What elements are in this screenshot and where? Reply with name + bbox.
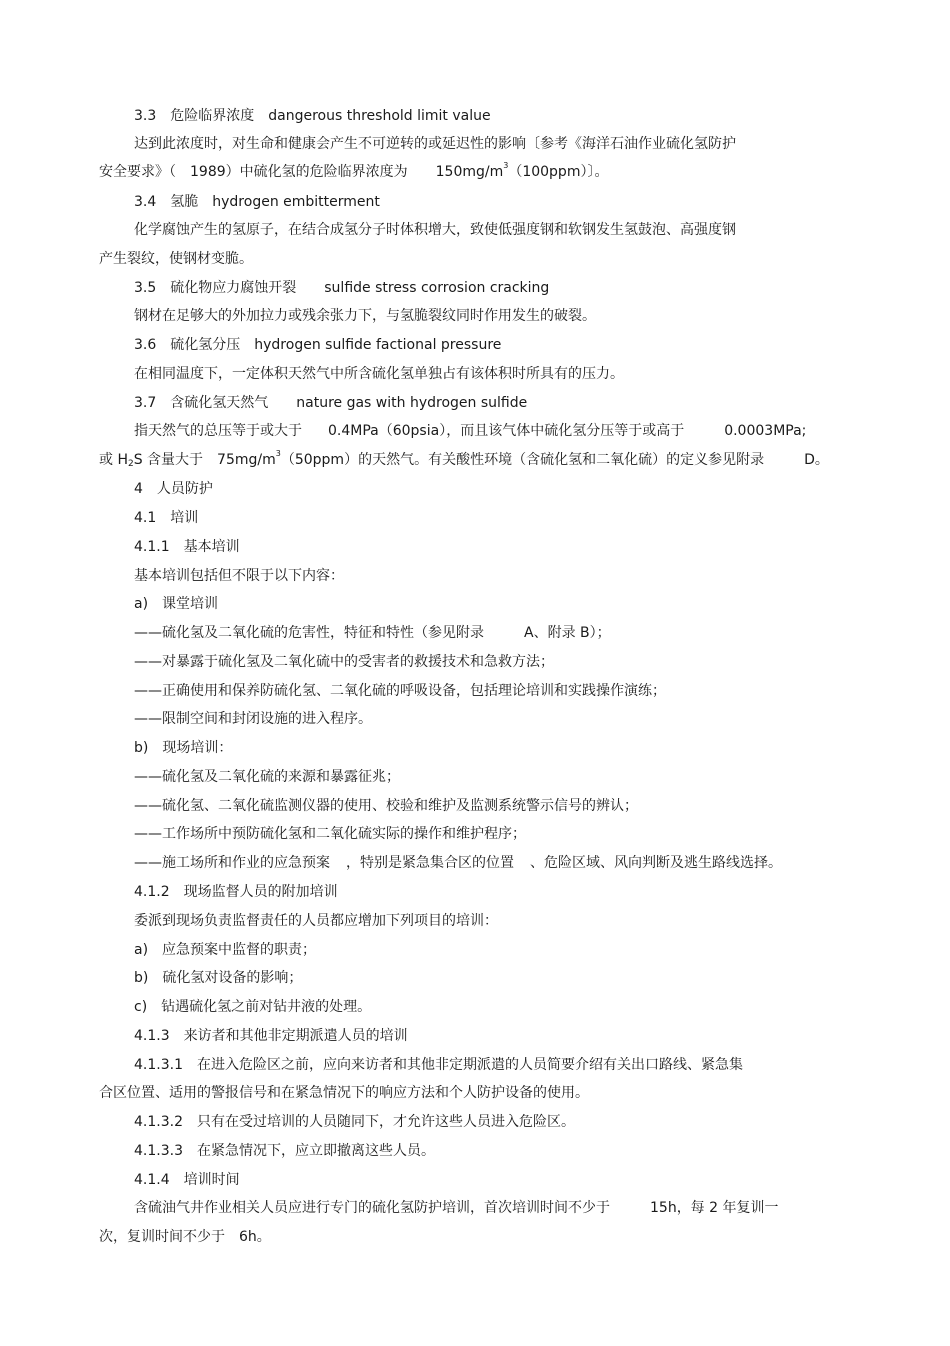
list-item	[134, 996, 854, 1018]
text-span: a) 课堂培训	[134, 596, 219, 612]
paragraph-line	[134, 420, 854, 442]
superscript: 3	[503, 161, 509, 170]
list-item	[134, 708, 854, 730]
text-span: ——施工场所和作业的应急预案	[134, 855, 330, 871]
section-heading-4	[134, 478, 854, 500]
paragraph-line	[99, 1226, 859, 1248]
section-heading-3-4	[134, 191, 854, 213]
text-span: 4.1.3.1 在进入危险区之前，应向来访者和其他非定期派遣的人员简要介绍有关出口路线、紧急集	[134, 1057, 743, 1073]
text-span: 达到此浓度时，对生命和健康会产生不可逆转的或延迟性的影响〔参考《海洋石油作业硫化氢防护	[134, 136, 736, 152]
text-span: 指天然气的总压等于或大于	[134, 423, 302, 439]
paragraph-line	[134, 219, 854, 241]
paragraph-line	[134, 1054, 854, 1076]
text-span: 或 H	[99, 452, 128, 468]
list-item	[134, 823, 854, 845]
text-span: 3.5 硫化物应力腐蚀开裂 sulfide stress corrosion cracking	[134, 280, 550, 296]
text-span: 4.1.1 基本培训	[134, 539, 240, 555]
text-span: 合区位置、适用的警报信号和在紧急情况下的响应方法和个人防护设备的使用。	[99, 1085, 589, 1101]
paragraph-line	[99, 248, 859, 270]
text-span: 钢材在足够大的外加拉力或残余张力下，与氢脆裂纹同时作用发生的破裂。	[134, 308, 596, 324]
text-span: 0.0003MPa;	[724, 423, 807, 439]
text-span: 安全要求》（ 1989）中硫化氢的危险临界浓度为 150mg/m	[99, 164, 504, 180]
section-heading-3-3	[134, 105, 854, 127]
text-span: ——对暴露于硫化氢及二氧化硫中的受害者的救援技术和急救方法；	[134, 654, 554, 670]
section-heading-4-1	[134, 507, 854, 529]
text-span: 次，复训时间不少于 6h。	[99, 1229, 271, 1245]
list-item	[134, 795, 854, 817]
text-span: 0.4MPa（60psia），而且该气体中硫化氢分压等于或高于	[328, 423, 685, 439]
text-span: a) 应急预案中监督的职责；	[134, 942, 317, 958]
text-span: 基本培训包括但不限于以下内容：	[134, 568, 344, 584]
section-heading-3-6	[134, 334, 854, 356]
text-span: A、附录 B）；	[524, 625, 611, 641]
text-span: 在相同温度下，一定体积天然气中所含硫化氢单独占有该体积时所具有的压力。	[134, 366, 624, 382]
section-heading-4-1-2	[134, 881, 854, 903]
paragraph-line	[134, 1140, 854, 1162]
list-item	[134, 593, 854, 615]
paragraph-line	[134, 565, 854, 587]
subscript: 2	[127, 459, 134, 469]
text-span: 4.1.2 现场监督人员的附加培训	[134, 884, 338, 900]
list-item	[134, 766, 854, 788]
text-span: 含硫油气井作业相关人员应进行专门的硫化氢防护培训，首次培训时间不少于	[134, 1200, 610, 1216]
text-span: ，特别是紧急集合区的位置	[346, 855, 514, 871]
text-span: S 含量大于 75mg/m	[133, 452, 276, 468]
text-span: ——硫化氢、二氧化硫监测仪器的使用、校验和维护及监测系统警示信号的辨认；	[134, 798, 638, 814]
list-item	[134, 737, 854, 759]
paragraph-line	[134, 1111, 854, 1133]
text-span: 3.6 硫化氢分压 hydrogen sulfide factional pressure	[134, 337, 502, 353]
text-span: 、危险区域、风向判断及逃生路线选择。	[530, 855, 782, 871]
superscript: 3	[275, 449, 281, 458]
section-heading-4-1-1	[134, 536, 854, 558]
list-item	[134, 651, 854, 673]
text-span: 4.1 培训	[134, 510, 199, 526]
text-span: c) 钻遇硫化氢之前对钻井液的处理。	[134, 999, 372, 1015]
text-span: ——正确使用和保养防硫化氢、二氧化硫的呼吸设备，包括理论培训和实践操作演练；	[134, 683, 666, 699]
list-item	[134, 852, 854, 874]
text-span: b) 现场培训：	[134, 740, 233, 756]
text-span: （50ppm）的天然气。有关酸性环境（含硫化氢和二氧化硫）的定义参见附录	[280, 452, 765, 468]
text-span: D。	[804, 452, 829, 468]
text-span: 3.4 氢脆 hydrogen embitterment	[134, 194, 380, 210]
paragraph-line	[99, 1082, 859, 1104]
paragraph-line	[134, 1197, 854, 1219]
text-span: ——硫化氢及二氧化硫的来源和暴露征兆；	[134, 769, 400, 785]
paragraph-line	[99, 449, 859, 471]
text-span: 4.1.3.3 在紧急情况下，应立即撤离这些人员。	[134, 1143, 435, 1159]
text-span: 产生裂纹，使钢材变脆。	[99, 251, 253, 267]
text-span: ——限制空间和封闭设施的进入程序。	[134, 711, 372, 727]
section-heading-3-7	[134, 392, 854, 414]
text-span: 委派到现场负责监督责任的人员都应增加下列项目的培训：	[134, 913, 498, 929]
paragraph-line	[134, 910, 854, 932]
paragraph-line	[134, 305, 854, 327]
paragraph-line	[134, 133, 854, 155]
list-item	[134, 939, 854, 961]
text-span: 4.1.3.2 只有在受过培训的人员随同下，才允许这些人员进入危险区。	[134, 1114, 575, 1130]
section-heading-3-5	[134, 277, 854, 299]
list-item	[134, 680, 854, 702]
list-item	[134, 622, 854, 644]
text-span: 化学腐蚀产生的氢原子，在结合成氢分子时体积增大，致使低强度钢和软钢发生氢鼓泡、高强度钢	[134, 222, 736, 238]
text-span: ——硫化氢及二氧化硫的危害性，特征和特性（参见附录	[134, 625, 484, 641]
text-span: 4 人员防护	[134, 481, 213, 497]
list-item	[134, 967, 854, 989]
section-heading-4-1-3	[134, 1025, 854, 1047]
text-span: 3.3 危险临界浓度 dangerous threshold limit value	[134, 108, 491, 124]
text-span: 4.1.3 来访者和其他非定期派遣人员的培训	[134, 1028, 408, 1044]
text-span: （100ppm）〕。	[508, 164, 609, 180]
text-span: 15h，每 2 年复训一	[650, 1200, 779, 1216]
paragraph-line	[99, 161, 859, 183]
paragraph-line	[134, 363, 854, 385]
text-span: 3.7 含硫化氢天然气 nature gas with hydrogen sulfide	[134, 395, 528, 411]
text-span: 4.1.4 培训时间	[134, 1172, 240, 1188]
text-span: ——工作场所中预防硫化氢和二氧化硫实际的操作和维护程序；	[134, 826, 526, 842]
text-span: b) 硫化氢对设备的影响；	[134, 970, 303, 986]
section-heading-4-1-4	[134, 1169, 854, 1191]
